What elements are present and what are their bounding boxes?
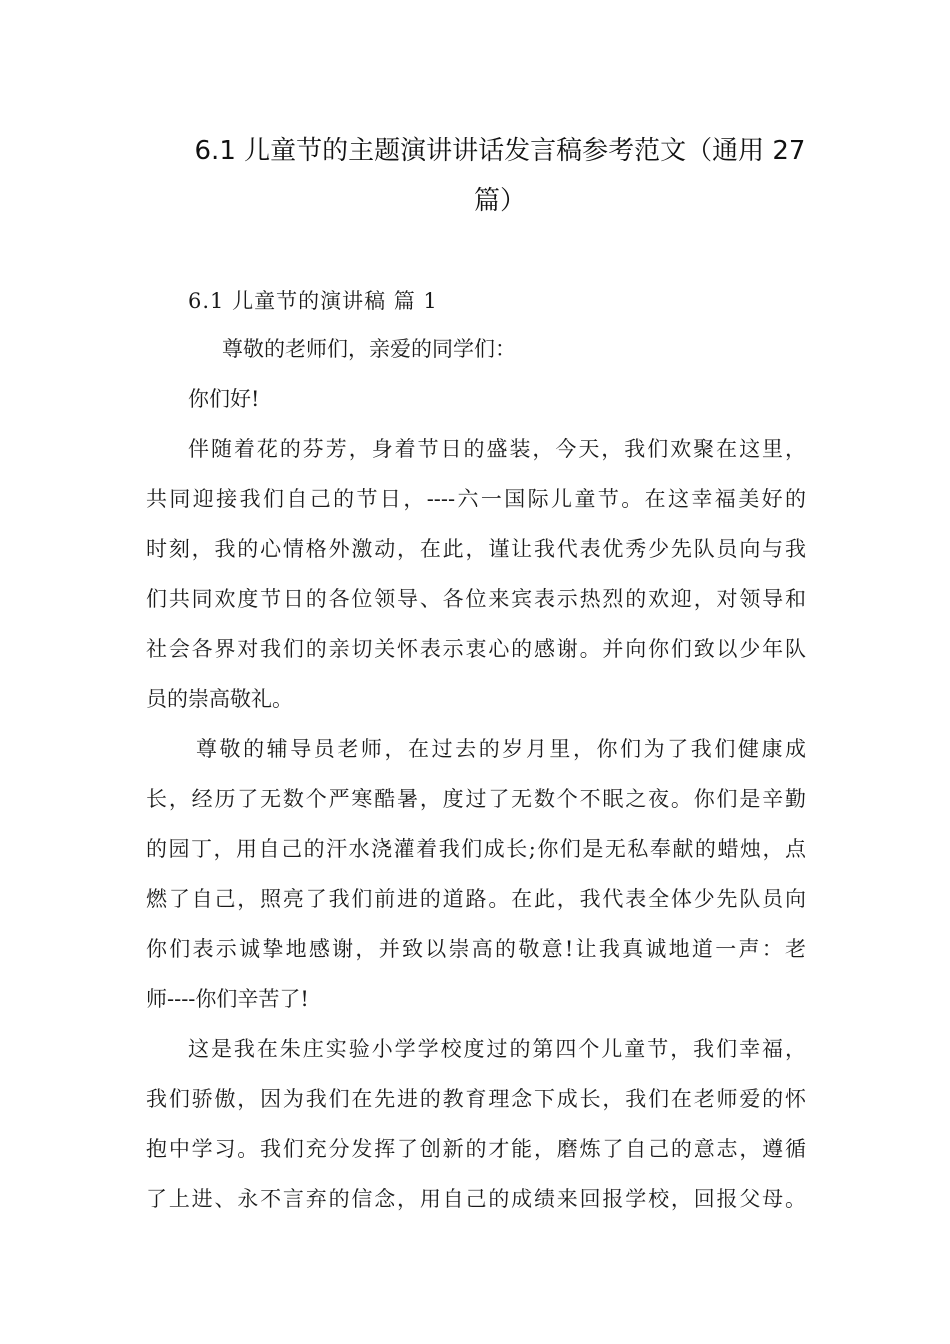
body-line: 社会各界对我们的亲切关怀表示衷心的感谢。并向你们致以少年队 [146, 637, 806, 661]
greeting-line: 你们好! [188, 387, 260, 411]
body-line: 尊敬的辅导员老师，在过去的岁月里，你们为了我们健康成 [196, 737, 806, 761]
body-line: 共同迎接我们自己的节日，----六一国际儿童节。在这幸福美好的 [146, 487, 806, 511]
body-line: 燃了自己，照亮了我们前进的道路。在此，我代表全体少先队员向 [146, 887, 806, 911]
salutation-line: 尊敬的老师们，亲爱的同学们： [222, 337, 516, 361]
title-line-2: 篇） [473, 186, 526, 216]
body-line: 的园丁，用自己的汗水浇灌着我们成长;你们是无私奉献的蜡烛，点 [146, 837, 806, 861]
body-line: 了上进、永不言弃的信念，用自己的成绩来回报学校，回报父母。 [146, 1187, 806, 1211]
body-line: 时刻，我的心情格外激动，在此，谨让我代表优秀少先队员向与我 [146, 537, 806, 561]
section-heading: 6.1 儿童节的演讲稿 篇 1 [188, 289, 438, 313]
body-line: 这是我在朱庄实验小学学校度过的第四个儿童节，我们幸福， [188, 1037, 806, 1061]
body-line: 们共同欢度节日的各位领导、各位来宾表示热烈的欢迎，对领导和 [146, 587, 806, 611]
body-line: 师----你们辛苦了! [146, 987, 309, 1011]
document-title [185, 126, 815, 226]
body-line: 长，经历了无数个严寒酷暑，度过了无数个不眠之夜。你们是辛勤 [146, 787, 806, 811]
body-line: 抱中学习。我们充分发挥了创新的才能，磨炼了自己的意志，遵循 [146, 1137, 806, 1161]
body-line: 伴随着花的芬芳，身着节日的盛装，今天，我们欢聚在这里， [188, 437, 806, 461]
body-line: 员的崇高敬礼。 [146, 687, 293, 711]
body-line: 我们骄傲，因为我们在先进的教育理念下成长，我们在老师爱的怀 [146, 1087, 806, 1111]
title-line-1: 6.1 儿童节的主题演讲讲话发言稿参考范文（通用 27 [194, 136, 806, 166]
body-line: 你们表示诚挚地感谢，并致以崇高的敬意!让我真诚地道一声：老 [146, 937, 806, 961]
